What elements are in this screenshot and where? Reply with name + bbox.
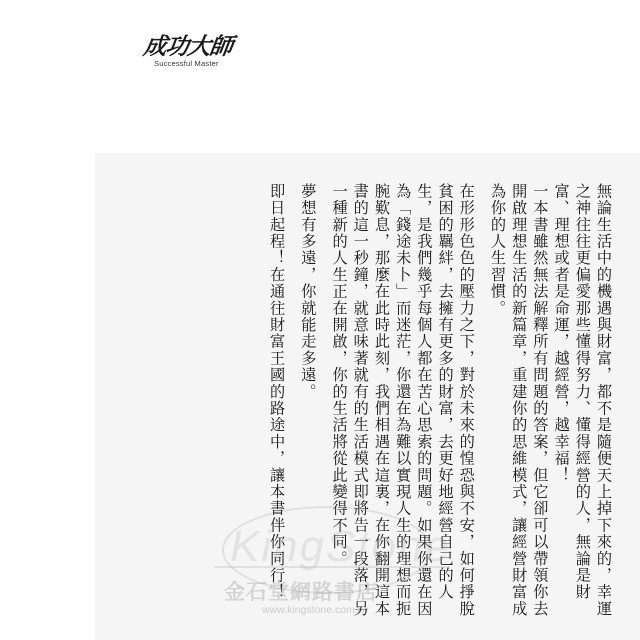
logo-title: 成功大師 — [141, 33, 234, 60]
watermark-store-name: 金石堂網路書店 — [224, 579, 378, 604]
paragraph-4: 夢想有多遠，你就能走多遠。 — [299, 183, 318, 401]
publisher-logo — [130, 26, 240, 74]
paragraph-1: 無論生活中的機遇與財富，都不是隨便天上掉下來的，幸運之神往往更偏愛那些懂得努力、懂得經營的人，無論是財富、理想或者是命運，越經營，越幸福！ — [552, 183, 613, 618]
paragraph-3: 在形形色色的壓力之下，對於未來的惶恐與不安，如何掙脫貧困的羈絆，去擁有更多的財富，去更好地經營自己的人生，是我們幾乎每個人都在苦心思索的問題。如果你還在因為「錢途未卜」而迷茫，你還在為難以實現人生的理想而扼腕歎息，那麼在此時此刻，我們相遇在這裏，在你翻開這本書的這一秒鐘，就意味著就有的生活模式即將告一段落，另一種新的人生正在開啟，你的生活將從此變得不同。 — [330, 183, 476, 618]
paragraph-2: 一本書雖然無法解釋所有問題的答案，但它卻可以帶領你去開啟理想生活的新篇章，重建你的思維模式，讓經營財富成為你的人生習慣。 — [488, 183, 550, 618]
logo-subtitle: Successful Master — [154, 59, 219, 68]
vertical-text-block — [266, 183, 614, 623]
paragraph-5: 即日起程！在通往財富王國的路途中，讓本書伴你同行！ — [268, 183, 287, 601]
watermark-url: www.kingstone.com.tw — [262, 604, 369, 616]
